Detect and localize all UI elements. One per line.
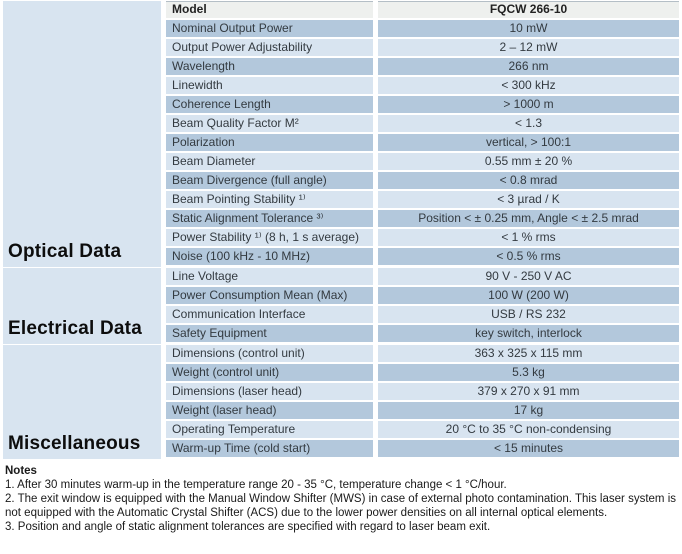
table-row xyxy=(166,421,679,438)
value-cell: 90 V - 250 V AC xyxy=(378,268,679,285)
table-row xyxy=(166,364,679,381)
section-label: Electrical Data xyxy=(8,318,142,339)
value-cell: 5.3 kg xyxy=(378,364,679,381)
param-cell: Communication Interface xyxy=(166,306,373,323)
table-row xyxy=(166,287,679,304)
param-cell: Output Power Adjustability xyxy=(166,39,373,56)
spec-table xyxy=(3,1,679,459)
table-row xyxy=(166,153,679,170)
value-cell: USB / RS 232 xyxy=(378,306,679,323)
param-cell: Beam Diameter xyxy=(166,153,373,170)
value-cell: < 300 kHz xyxy=(378,77,679,94)
param-cell: Polarization xyxy=(166,134,373,151)
param-cell: Dimensions (control unit) xyxy=(166,345,373,362)
value-cell: 10 mW xyxy=(378,20,679,37)
param-cell: Beam Pointing Stability ¹⁾ xyxy=(166,191,373,208)
section-optical-data xyxy=(3,1,679,267)
value-cell: 379 x 270 x 91 mm xyxy=(378,383,679,400)
value-cell: key switch, interlock xyxy=(378,325,679,342)
note-item: 2. The exit window is equipped with the Manual Window Shifter (MWS) in case of external photo contamination. This laser system is not equipped with the Automatic Crystal Shifter (ACS) due to the lower power densities on all internal optical elements. xyxy=(5,493,676,519)
param-cell: Static Alignment Tolerance ³⁾ xyxy=(166,210,373,227)
table-row xyxy=(166,345,679,362)
param-cell: Coherence Length xyxy=(166,96,373,113)
value-cell: Position < ± 0.25 mm, Angle < ± 2.5 mrad xyxy=(378,210,679,227)
section-label: Optical Data xyxy=(8,241,122,262)
header-param-cell: Model xyxy=(166,1,373,18)
value-cell: 17 kg xyxy=(378,402,679,419)
table-row xyxy=(166,96,679,113)
table-row xyxy=(166,440,679,457)
table-row xyxy=(166,306,679,323)
value-cell: 100 W (200 W) xyxy=(378,287,679,304)
param-cell: Weight (laser head) xyxy=(166,402,373,419)
param-cell: Operating Temperature xyxy=(166,421,373,438)
table-row xyxy=(166,115,679,132)
param-cell: Line Voltage xyxy=(166,268,373,285)
section-panel-miscellaneous xyxy=(3,345,161,459)
value-cell: < 0.8 mrad xyxy=(378,172,679,189)
param-cell: Wavelength xyxy=(166,58,373,75)
table-row xyxy=(166,402,679,419)
param-cell: Weight (control unit) xyxy=(166,364,373,381)
table-row xyxy=(166,77,679,94)
section-panel-optical xyxy=(3,1,161,267)
value-cell: 363 x 325 x 115 mm xyxy=(378,345,679,362)
note-item: 3. Position and angle of static alignment tolerances are specified with regard to laser beam exit. xyxy=(5,521,491,533)
param-cell: Dimensions (laser head) xyxy=(166,383,373,400)
section-miscellaneous xyxy=(3,345,679,459)
section-panel-electrical xyxy=(3,268,161,344)
value-cell: < 3 µrad / K xyxy=(378,191,679,208)
value-cell: 266 nm xyxy=(378,58,679,75)
notes-section xyxy=(5,464,676,534)
section-label: Miscellaneous xyxy=(8,433,141,454)
notes-heading: Notes xyxy=(5,465,37,477)
table-header-row xyxy=(166,1,679,18)
param-cell: Linewidth xyxy=(166,77,373,94)
table-row xyxy=(166,325,679,342)
table-row xyxy=(166,191,679,208)
table-row xyxy=(166,172,679,189)
section-electrical-data xyxy=(3,268,679,344)
value-cell: < 0.5 % rms xyxy=(378,248,679,265)
section-rows xyxy=(166,1,679,267)
note-item: 1. After 30 minutes warm-up in the temperature range 20 - 35 °C, temperature change < 1 °C/hour. xyxy=(5,479,507,491)
param-cell: Power Stability ¹⁾ (8 h, 1 s average) xyxy=(166,229,373,246)
value-cell: vertical, > 100:1 xyxy=(378,134,679,151)
value-cell: < 15 minutes xyxy=(378,440,679,457)
value-cell: 0.55 mm ± 20 % xyxy=(378,153,679,170)
param-cell: Safety Equipment xyxy=(166,325,373,342)
table-row xyxy=(166,20,679,37)
param-cell: Beam Quality Factor M² xyxy=(166,115,373,132)
table-row xyxy=(166,383,679,400)
table-row xyxy=(166,58,679,75)
param-cell: Power Consumption Mean (Max) xyxy=(166,287,373,304)
table-row xyxy=(166,39,679,56)
value-cell: 2 – 12 mW xyxy=(378,39,679,56)
param-cell: Beam Divergence (full angle) xyxy=(166,172,373,189)
param-cell: Nominal Output Power xyxy=(166,20,373,37)
table-row xyxy=(166,248,679,265)
value-cell: < 1 % rms xyxy=(378,229,679,246)
table-row xyxy=(166,210,679,227)
table-row xyxy=(166,134,679,151)
section-rows xyxy=(166,345,679,459)
value-cell: < 1.3 xyxy=(378,115,679,132)
value-cell: > 1000 m xyxy=(378,96,679,113)
param-cell: Noise (100 kHz - 10 MHz) xyxy=(166,248,373,265)
param-cell: Warm-up Time (cold start) xyxy=(166,440,373,457)
table-row xyxy=(166,268,679,285)
value-cell: 20 °C to 35 °C non-condensing xyxy=(378,421,679,438)
header-value-cell: FQCW 266-10 xyxy=(378,1,679,18)
table-row xyxy=(166,229,679,246)
section-rows xyxy=(166,268,679,344)
